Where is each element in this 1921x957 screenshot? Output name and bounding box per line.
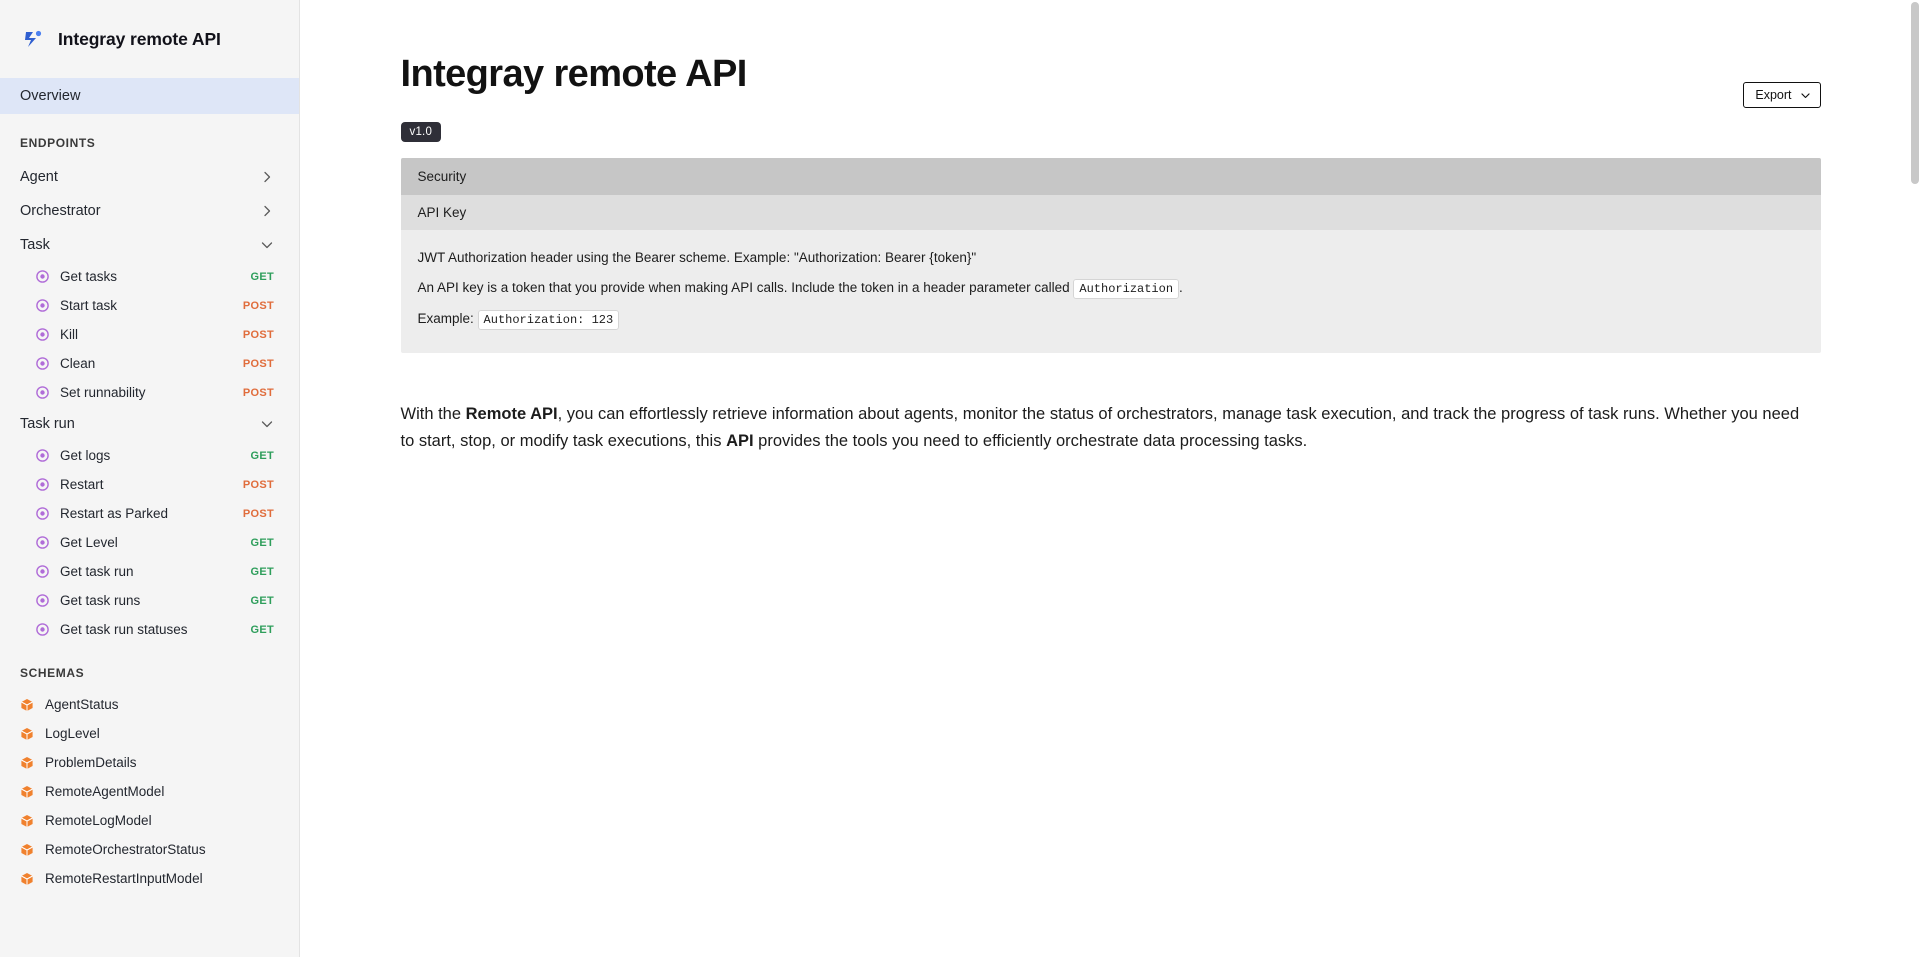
sidebar-endpoint-label: Get task run: [60, 564, 134, 579]
security-panel: [401, 158, 1821, 353]
sidebar-schema-label: ProblemDetails: [45, 755, 137, 770]
sidebar-endpoint-restart-as-parked[interactable]: [0, 499, 299, 528]
sidebar-schema-label: RemoteOrchestratorStatus: [45, 842, 206, 857]
chevron-down-icon: [260, 238, 274, 252]
sidebar-schema-remoteagentmodel[interactable]: [0, 777, 299, 806]
sidebar-schema-label: RemoteLogModel: [45, 813, 152, 828]
endpoint-dot-icon: [36, 507, 49, 520]
sidebar-endpoint-label: Get task runs: [60, 593, 141, 608]
endpoint-dot-icon: [36, 328, 49, 341]
sidebar-group-task-run-label: Task run: [20, 416, 75, 432]
http-method-badge: GET: [250, 565, 274, 578]
version-badge: v1.0: [401, 122, 442, 142]
sidebar-endpoint-clean[interactable]: [0, 349, 299, 378]
page-header: [401, 52, 1821, 108]
brand-title: Integray remote API: [58, 28, 221, 49]
sidebar-group-agent[interactable]: [0, 160, 299, 194]
sidebar-endpoint-get-tasks[interactable]: [0, 262, 299, 291]
security-panel-header: Security: [401, 158, 1821, 195]
http-method-badge: POST: [242, 328, 274, 341]
sidebar-endpoint-label: Kill: [60, 327, 79, 342]
http-method-badge: POST: [242, 357, 274, 370]
security-apikey-suffix: .: [1179, 280, 1183, 296]
sidebar-section-schemas: SCHEMAS: [20, 666, 85, 680]
sidebar-endpoint-restart[interactable]: [0, 470, 299, 499]
brand: [0, 0, 299, 74]
security-jwt-description: JWT Authorization header using the Bearer scheme. Example: "Authorization: Bearer {token}": [417, 250, 977, 265]
sidebar-endpoint-get-task-run-statuses[interactable]: [0, 615, 299, 644]
chevron-right-icon: [260, 204, 274, 218]
sidebar-endpoint-label: Get logs: [60, 448, 111, 463]
endpoint-dot-icon: [36, 565, 49, 578]
endpoint-dot-icon: [36, 478, 49, 491]
intro-part3: provides the tools you need to efficiently orchestrate data processing tasks.: [753, 432, 1308, 451]
sidebar-schema-label: RemoteAgentModel: [45, 784, 165, 799]
chevron-down-icon: [1800, 90, 1811, 101]
sidebar-nav: [0, 78, 299, 893]
endpoint-dot-icon: [36, 594, 49, 607]
http-method-badge: GET: [250, 449, 274, 462]
sidebar-schema-label: LogLevel: [45, 726, 100, 741]
intro-paragraph: [401, 401, 1801, 455]
schema-box-icon: [20, 785, 34, 799]
security-example-line: [418, 306, 1804, 332]
sidebar-endpoint-get-level[interactable]: [0, 528, 299, 557]
http-method-badge: POST: [242, 478, 274, 491]
sidebar-endpoint-kill[interactable]: [0, 320, 299, 349]
http-method-badge: POST: [242, 299, 274, 312]
sidebar: [0, 0, 300, 957]
security-example-label: Example:: [417, 310, 474, 326]
sidebar-endpoint-get-task-runs[interactable]: [0, 586, 299, 615]
integray-logo-icon: [20, 26, 46, 52]
security-apikey-description: [418, 275, 1804, 301]
export-button-label: Export: [1755, 88, 1792, 102]
main-content: [300, 0, 1921, 957]
sidebar-group-task[interactable]: [0, 228, 299, 262]
http-method-badge: GET: [250, 594, 274, 607]
endpoint-dot-icon: [36, 299, 49, 312]
intro-bold-api: API: [726, 432, 754, 451]
sidebar-group-agent-label: Agent: [20, 169, 58, 185]
sidebar-group-task-label: Task: [20, 237, 50, 253]
intro-part2: , you can effortlessly retrieve information about agents, monitor the status of orchestrators, manage task execution, and track the progress of task runs. Whether you need to start, stop, or modify task executions, this: [400, 405, 1800, 451]
sidebar-group-task-run[interactable]: [0, 407, 299, 441]
sidebar-schema-remoterestartinputmodel[interactable]: [0, 864, 299, 893]
sidebar-endpoint-start-task[interactable]: [0, 291, 299, 320]
security-panel-subheader: API Key: [401, 195, 1821, 230]
schema-box-icon: [20, 814, 34, 828]
sidebar-schema-label: RemoteRestartInputModel: [45, 871, 203, 886]
sidebar-item-overview-label: Overview: [20, 88, 81, 104]
sidebar-endpoint-set-runnability[interactable]: [0, 378, 299, 407]
sidebar-endpoint-label: Get tasks: [60, 269, 118, 284]
sidebar-endpoint-get-logs[interactable]: [0, 441, 299, 470]
authorization-header-code: Authorization: [1073, 279, 1179, 299]
http-method-badge: GET: [250, 623, 274, 636]
intro-bold-remote-api: Remote API: [465, 405, 558, 424]
sidebar-schema-label: AgentStatus: [45, 697, 119, 712]
http-method-badge: POST: [242, 386, 274, 399]
endpoint-dot-icon: [36, 357, 49, 370]
endpoint-dot-icon: [36, 449, 49, 462]
schema-box-icon: [20, 843, 34, 857]
sidebar-endpoint-get-task-run[interactable]: [0, 557, 299, 586]
intro-part1: With the: [400, 405, 466, 424]
endpoint-dot-icon: [36, 536, 49, 549]
sidebar-group-orchestrator[interactable]: [0, 194, 299, 228]
sidebar-endpoint-label: Get Level: [60, 535, 118, 550]
sidebar-schema-problemdetails[interactable]: [0, 748, 299, 777]
sidebar-schema-agentstatus[interactable]: [0, 690, 299, 719]
authorization-example-code: Authorization: 123: [478, 310, 620, 330]
sidebar-endpoint-label: Get task run statuses: [60, 622, 188, 637]
sidebar-schema-remoteorchestratorstatus[interactable]: [0, 835, 299, 864]
sidebar-item-overview[interactable]: [0, 78, 299, 114]
main-scrollbar[interactable]: [1911, 0, 1919, 957]
sidebar-section-endpoints: ENDPOINTS: [20, 136, 96, 150]
schema-box-icon: [20, 727, 34, 741]
http-method-badge: POST: [242, 507, 274, 520]
main-scrollbar-thumb[interactable]: [1911, 2, 1919, 184]
sidebar-endpoint-label: Restart as Parked: [60, 506, 169, 521]
http-method-badge: GET: [250, 270, 274, 283]
schema-box-icon: [20, 756, 34, 770]
endpoint-dot-icon: [36, 386, 49, 399]
security-panel-body: [401, 230, 1821, 353]
endpoint-dot-icon: [36, 623, 49, 636]
sidebar-group-orchestrator-label: Orchestrator: [20, 203, 101, 219]
sidebar-schema-remotelogmodel[interactable]: [0, 806, 299, 835]
sidebar-endpoint-label: Clean: [60, 356, 96, 371]
http-method-badge: GET: [250, 536, 274, 549]
sidebar-schema-loglevel[interactable]: [0, 719, 299, 748]
chevron-right-icon: [260, 170, 274, 184]
schema-box-icon: [20, 872, 34, 886]
endpoint-dot-icon: [36, 270, 49, 283]
sidebar-endpoint-label: Set runnability: [60, 385, 146, 400]
sidebar-endpoint-label: Start task: [60, 298, 118, 313]
schema-box-icon: [20, 698, 34, 712]
page-title: Integray remote API: [400, 53, 747, 95]
chevron-down-icon: [260, 417, 274, 431]
security-apikey-text: An API key is a token that you provide when making API calls. Include the token in a header parameter called: [417, 280, 1070, 296]
export-button[interactable]: [1743, 82, 1820, 108]
sidebar-endpoint-label: Restart: [60, 477, 104, 492]
